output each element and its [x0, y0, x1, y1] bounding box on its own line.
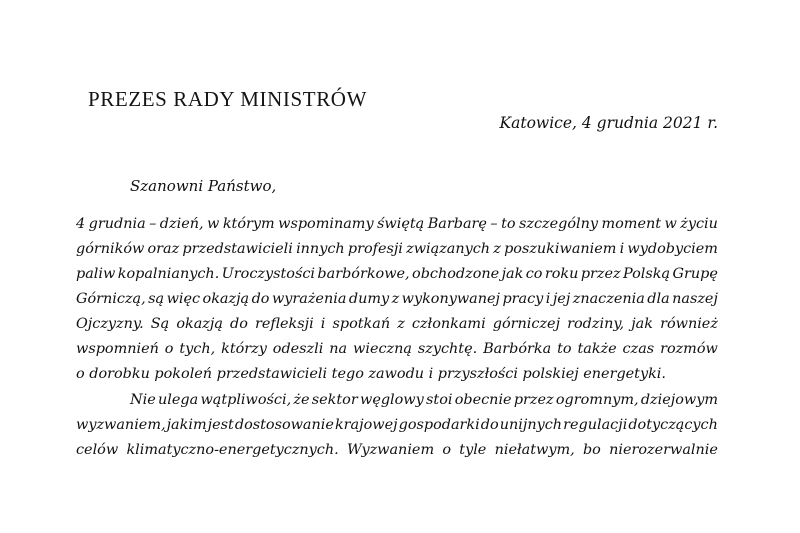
word: szychtę.	[417, 341, 478, 357]
word: jak	[631, 316, 653, 332]
word: znaczenia	[572, 291, 645, 307]
word: Wyzwaniem	[346, 442, 435, 458]
word: szczególny	[519, 216, 599, 232]
word: którzy	[221, 341, 267, 357]
word: spotkań	[332, 316, 391, 332]
paragraph-line	[76, 388, 718, 413]
word: dzień,	[159, 216, 204, 232]
word: 4	[76, 216, 86, 232]
word: Barbórka	[483, 341, 552, 357]
word: i	[320, 316, 326, 332]
word: którym	[222, 216, 275, 232]
word: poszukiwaniem	[504, 241, 617, 257]
word: niełatwym,	[494, 442, 575, 458]
word: wydobyciem	[627, 241, 718, 257]
word: i	[619, 241, 625, 257]
word: paliw	[76, 266, 116, 282]
word: gospodarki	[398, 417, 480, 433]
word: odeszli	[272, 341, 324, 357]
word: barbórkowe,	[317, 266, 410, 282]
word: z	[391, 291, 400, 307]
word: o	[164, 341, 174, 357]
paragraph-line	[76, 337, 718, 362]
word: tyle	[459, 442, 487, 458]
word: to	[557, 341, 572, 357]
word: obchodzone	[412, 266, 500, 282]
paragraph-2	[76, 388, 718, 463]
word: wyrażenia	[271, 291, 347, 307]
word: pracy	[502, 291, 544, 307]
letterhead-title: PREZES RADY MINISTRÓW	[88, 87, 367, 111]
word: –	[149, 216, 157, 232]
word: nierozerwalnie	[609, 442, 718, 458]
word: okazją	[202, 291, 250, 307]
letter-date: Katowice, 4 grudnia 2021 r.	[499, 114, 718, 132]
word: przedstawicieli	[182, 241, 293, 257]
word: profesji	[347, 241, 403, 257]
word: ogromnym,	[555, 392, 639, 408]
word: górników	[76, 241, 145, 257]
paragraph-line	[76, 262, 718, 287]
word: Polską	[623, 266, 671, 282]
word: w	[664, 216, 677, 232]
word: unijnych	[499, 417, 563, 433]
word: że	[293, 392, 310, 408]
word: Górniczą,	[76, 291, 146, 307]
word: również	[660, 316, 718, 332]
paragraph-line	[76, 287, 718, 312]
word: wspominamy	[278, 216, 374, 232]
word: regulacji	[563, 417, 628, 433]
paragraph-line	[76, 438, 718, 463]
word: członkami	[411, 316, 486, 332]
word: związanych	[406, 241, 491, 257]
paragraph-line	[76, 312, 718, 337]
word: górniczej	[492, 316, 561, 332]
word: Ojczyzny.	[76, 316, 144, 332]
paragraph-line	[76, 413, 718, 438]
word: jej	[552, 291, 571, 307]
word: innych	[296, 241, 345, 257]
word: życiu	[680, 216, 718, 232]
word: jak	[501, 266, 524, 282]
word: więc	[166, 291, 201, 307]
word: rodziny,	[567, 316, 625, 332]
word: –	[490, 216, 498, 232]
word: celów	[76, 442, 119, 458]
word: czas	[622, 341, 655, 357]
word: oraz	[147, 241, 180, 257]
word: wykonywanej	[401, 291, 500, 307]
word: obecnie	[454, 392, 512, 408]
word: krajowej	[334, 417, 398, 433]
word: z	[397, 316, 405, 332]
word: jakim	[166, 417, 207, 433]
paragraph-line: o dorobku pokoleń przedstawicieli tego zawodu i przyszłości polskiej energetyki.	[76, 366, 666, 382]
paragraph-line	[76, 212, 718, 237]
word: do	[251, 291, 270, 307]
word: dostosowanie	[234, 417, 334, 433]
word: wspomnień	[76, 341, 159, 357]
word: dziejowym	[640, 392, 718, 408]
salutation: Szanowni Państwo,	[130, 177, 277, 195]
word: rozmów	[660, 341, 718, 357]
word: na	[329, 341, 348, 357]
word: Nie	[130, 392, 156, 408]
word: grudnia	[88, 216, 146, 232]
word: do	[230, 316, 248, 332]
word: świętą	[377, 216, 425, 232]
word: w	[207, 216, 220, 232]
word: naszej	[672, 291, 718, 307]
word: są	[148, 291, 165, 307]
word: przez	[580, 266, 621, 282]
word: klimatyczno-energetycznych.	[126, 442, 339, 458]
word: okazją	[176, 316, 223, 332]
word: wyzwaniem,	[76, 417, 166, 433]
word: ulega	[157, 392, 199, 408]
word: sektor	[311, 392, 358, 408]
word: dla	[647, 291, 670, 307]
word: to	[501, 216, 516, 232]
word: Uroczystości	[221, 266, 315, 282]
word: dumy	[348, 291, 390, 307]
word: wieczną	[353, 341, 412, 357]
word: co	[525, 266, 543, 282]
word: roku	[544, 266, 579, 282]
paragraph-1	[76, 212, 718, 387]
word: do	[480, 417, 499, 433]
word: jest	[207, 417, 234, 433]
word: Grupę	[672, 266, 718, 282]
word: refleksji	[255, 316, 314, 332]
word: tych,	[179, 341, 216, 357]
word: moment	[601, 216, 662, 232]
word: z	[493, 241, 501, 257]
word: dotyczących	[628, 417, 718, 433]
word: stoi	[426, 392, 453, 408]
word: węglowy	[360, 392, 424, 408]
word: bo	[582, 442, 601, 458]
word: także	[577, 341, 617, 357]
word: o	[442, 442, 452, 458]
word: Są	[150, 316, 170, 332]
word: Barbarę	[427, 216, 487, 232]
word: przez	[513, 392, 554, 408]
word: kopalnianych.	[117, 266, 220, 282]
word: wątpliwości,	[200, 392, 292, 408]
word: i	[545, 291, 551, 307]
paragraph-line	[76, 237, 718, 262]
